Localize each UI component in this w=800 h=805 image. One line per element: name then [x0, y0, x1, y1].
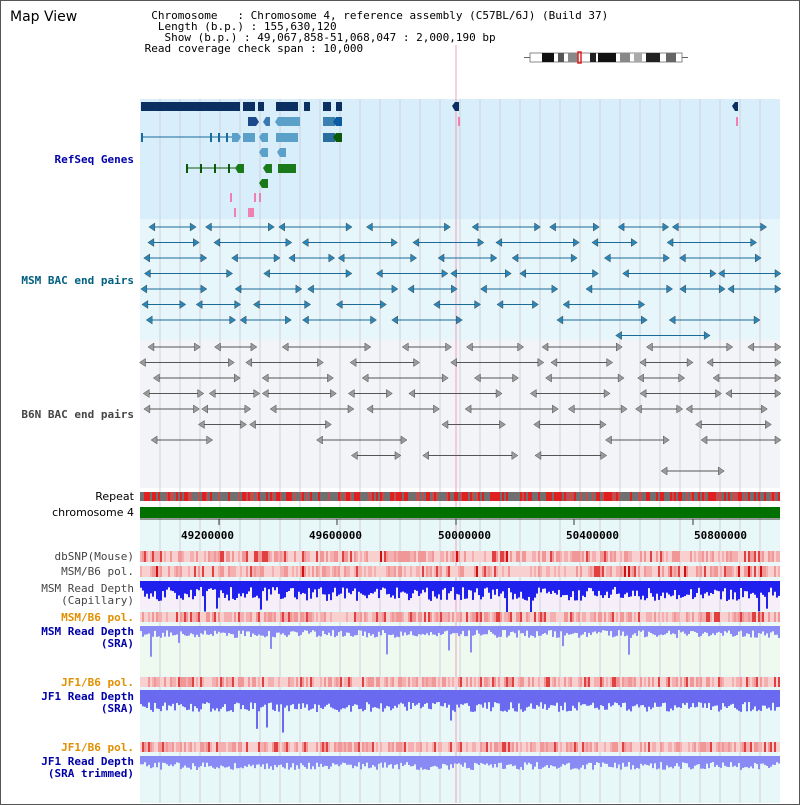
msm-b6-pol-label: MSM/B6 pol.: [61, 565, 134, 578]
axis-tick-label: 50400000: [566, 529, 619, 542]
chromosome-label: chromosome 4: [52, 506, 134, 519]
label-line: (SRA trimmed): [47, 767, 134, 780]
label-line: (Capillary): [61, 594, 134, 607]
info-chromosome: Chromosome : Chromosome 4, reference assembly (C57BL/6J) (Build 37): [138, 9, 609, 22]
chromosome-ideogram: [524, 52, 688, 63]
label-line: MSM Read Depth: [41, 625, 134, 638]
msm-b6-pol-label-2: MSM/B6 pol.: [61, 611, 134, 624]
info-length: Length (b.p.) : 155,630,120: [138, 20, 337, 33]
label-line: (SRA): [100, 637, 134, 650]
axis-tick-label: 49600000: [309, 529, 362, 542]
jf1-read-depth-sra-label: [41, 691, 134, 715]
msm-b6-pol-track: [140, 566, 780, 577]
chromosome-bar: [140, 507, 780, 518]
jf1-read-depth-trimmed-label: [41, 756, 134, 780]
repeat-track: [140, 492, 780, 501]
axis-tick-label: 50800000: [694, 529, 747, 542]
dbsnp-track: [140, 551, 780, 562]
b6n-bac-label: B6N BAC end pairs: [21, 408, 134, 421]
page-title: Map View: [10, 9, 78, 25]
label-line: MSM Read Depth: [41, 582, 134, 595]
axis-tick-label: 50000000: [438, 529, 491, 542]
msm-read-depth-capillary-label: [41, 583, 134, 607]
label-line: JF1 Read Depth: [41, 755, 134, 768]
label-line: (SRA): [100, 702, 134, 715]
msm-read-depth-sra-label: [41, 626, 134, 650]
repeat-label: Repeat: [95, 490, 134, 503]
label-line: JF1 Read Depth: [41, 690, 134, 703]
dbsnp-label: dbSNP(Mouse): [54, 550, 134, 563]
jf1-b6-pol-label-2: JF1/B6 pol.: [61, 741, 134, 754]
jf1-b6-pol-track-2: [140, 742, 780, 752]
info-show-range: Show (b.p.) : 49,067,858-51,068,047 : 2,000,190 bp: [138, 31, 496, 44]
jf1-b6-pol-track: [140, 677, 780, 687]
axis-tick-label: 49200000: [181, 529, 234, 542]
jf1-b6-pol-label: JF1/B6 pol.: [61, 676, 134, 689]
refseq-label: RefSeq Genes: [54, 153, 134, 166]
msm-bac-label: MSM BAC end pairs: [21, 274, 134, 287]
msm-b6-pol-track-2: [140, 612, 780, 622]
info-read-coverage-span: Read coverage check span : 10,000: [138, 42, 364, 55]
